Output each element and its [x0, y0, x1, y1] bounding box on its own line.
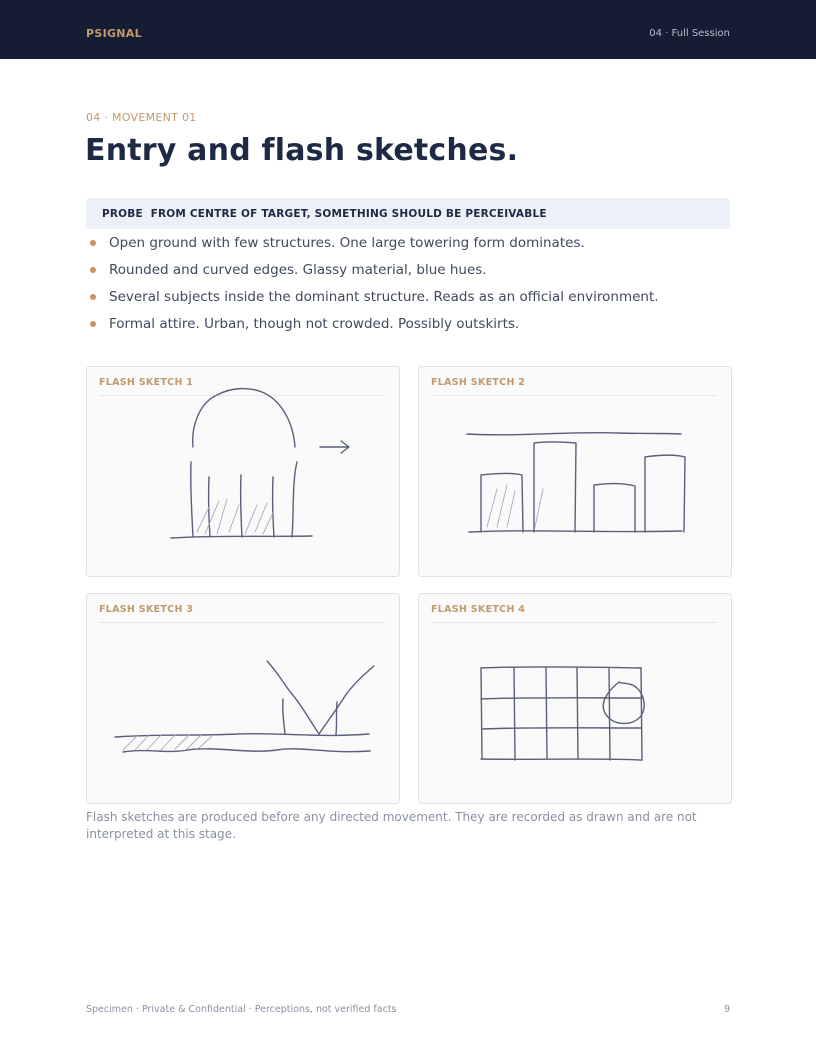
- list-item: [86, 315, 659, 342]
- sketch-card-3: [86, 593, 400, 804]
- list-item: [86, 234, 659, 261]
- brand-logo: PSIGNAL: [86, 27, 142, 40]
- flash-sketch-2-drawing: [419, 367, 731, 576]
- page-number: 9: [723, 1004, 730, 1015]
- sketch-title: FLASH SKETCH 2: [431, 377, 526, 388]
- sketch-caption: Flash sketches are produced before any directed movement. They are recorded as drawn and are not interpreted at this stage.: [86, 810, 697, 841]
- bullet-dot-icon: [90, 321, 96, 327]
- probe-text: PROBE FROM CENTRE OF TARGET, SOMETHING SHOULD BE PERCEIVABLE: [102, 208, 547, 220]
- sketch-card-1: [86, 366, 400, 577]
- sketch-card-2: [418, 366, 732, 577]
- session-label: 04 · Full Session: [649, 28, 730, 39]
- perception-text: Rounded and curved edges. Glassy material, blue hues.: [109, 262, 487, 278]
- flash-sketch-4-drawing: [419, 594, 731, 803]
- page-header: [0, 0, 816, 59]
- list-item: [86, 261, 659, 288]
- bullet-dot-icon: [90, 240, 96, 246]
- bullet-dot-icon: [90, 294, 96, 300]
- sketch-title: FLASH SKETCH 1: [99, 377, 194, 388]
- sketch-title: FLASH SKETCH 3: [99, 604, 194, 615]
- perception-text: Open ground with few structures. One large towering form dominates.: [109, 235, 585, 251]
- flash-sketch-3-drawing: [87, 594, 399, 803]
- flash-sketch-1-drawing: [87, 367, 399, 576]
- perception-list: [86, 234, 659, 342]
- page-title: Entry and flash sketches.: [85, 133, 519, 168]
- sketch-title: FLASH SKETCH 4: [431, 604, 526, 615]
- perception-text: Formal attire. Urban, though not crowded. Possibly outskirts.: [109, 316, 520, 332]
- probe-banner: [86, 198, 730, 229]
- perception-text: Several subjects inside the dominant structure. Reads as an official environment.: [109, 289, 659, 305]
- bullet-dot-icon: [90, 267, 96, 273]
- list-item: [86, 288, 659, 315]
- footer-note: Specimen · Private & Confidential · Perceptions, not verified facts: [86, 1004, 397, 1015]
- section-kicker: 04 · MOVEMENT 01: [86, 111, 197, 124]
- sketch-card-4: [418, 593, 732, 804]
